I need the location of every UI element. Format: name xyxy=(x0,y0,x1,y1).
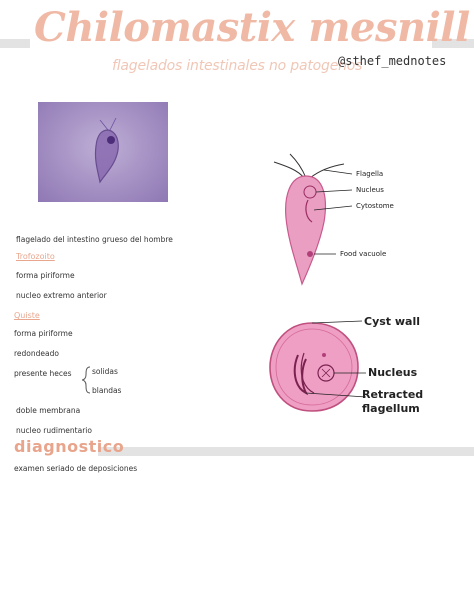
cyst-round-note: redondeado xyxy=(14,349,59,358)
page-subtitle: flagelados intestinales no patogenos xyxy=(112,58,363,74)
label-food-vacuole: Food vacuole xyxy=(340,250,387,258)
page-title: Chilomastix mesnill xyxy=(34,4,470,51)
troph-nucleus-note: nucleo extremo anterior xyxy=(16,291,107,300)
diagnostico-title: diagnostico xyxy=(14,437,125,456)
author-handle: @sthef_mednotes xyxy=(338,54,447,68)
label-cyst-wall: Cyst wall xyxy=(364,315,421,328)
flagellum-line xyxy=(290,154,306,178)
diagnostico-text: examen seriado de deposiciones xyxy=(14,464,138,473)
label-nucleus-cyst: Nucleus xyxy=(368,366,418,379)
cyst-diagram xyxy=(262,315,372,415)
micrograph-image xyxy=(38,102,168,202)
micrograph-organism xyxy=(38,102,168,202)
flagellum-line xyxy=(310,164,344,178)
trofozoito-heading: Trofozoito xyxy=(16,252,55,261)
food-vacuole-shape xyxy=(307,251,313,257)
cyst-shape-note: forma piriforme xyxy=(14,329,73,338)
quiste-heading: Quiste xyxy=(14,311,40,320)
cyst-rudimentary-note: nucleo rudimentario xyxy=(16,426,92,435)
intro-note: flagelado del intestino grueso del hombre xyxy=(16,235,173,244)
label-nucleus-troph: Nucleus xyxy=(356,186,384,194)
cyst-presence-note: presente heces xyxy=(14,369,72,378)
troph-shape-note: forma piriforme xyxy=(16,271,75,280)
flagellum-line xyxy=(274,162,304,178)
cyst-soft-note: blandas xyxy=(92,386,122,395)
cyst-solid-note: solidas xyxy=(92,367,118,376)
label-retracted-1: Retracted xyxy=(362,388,424,401)
header-bar-left xyxy=(0,39,30,48)
label-retracted-2: flagellum xyxy=(362,402,420,415)
label-flagella: Flagella xyxy=(356,170,384,178)
cyst-membrane-note: doble membrana xyxy=(16,406,81,415)
cyst-body xyxy=(270,323,358,411)
diagnostico-bar xyxy=(98,447,474,456)
label-cytostome: Cytostome xyxy=(356,202,394,210)
